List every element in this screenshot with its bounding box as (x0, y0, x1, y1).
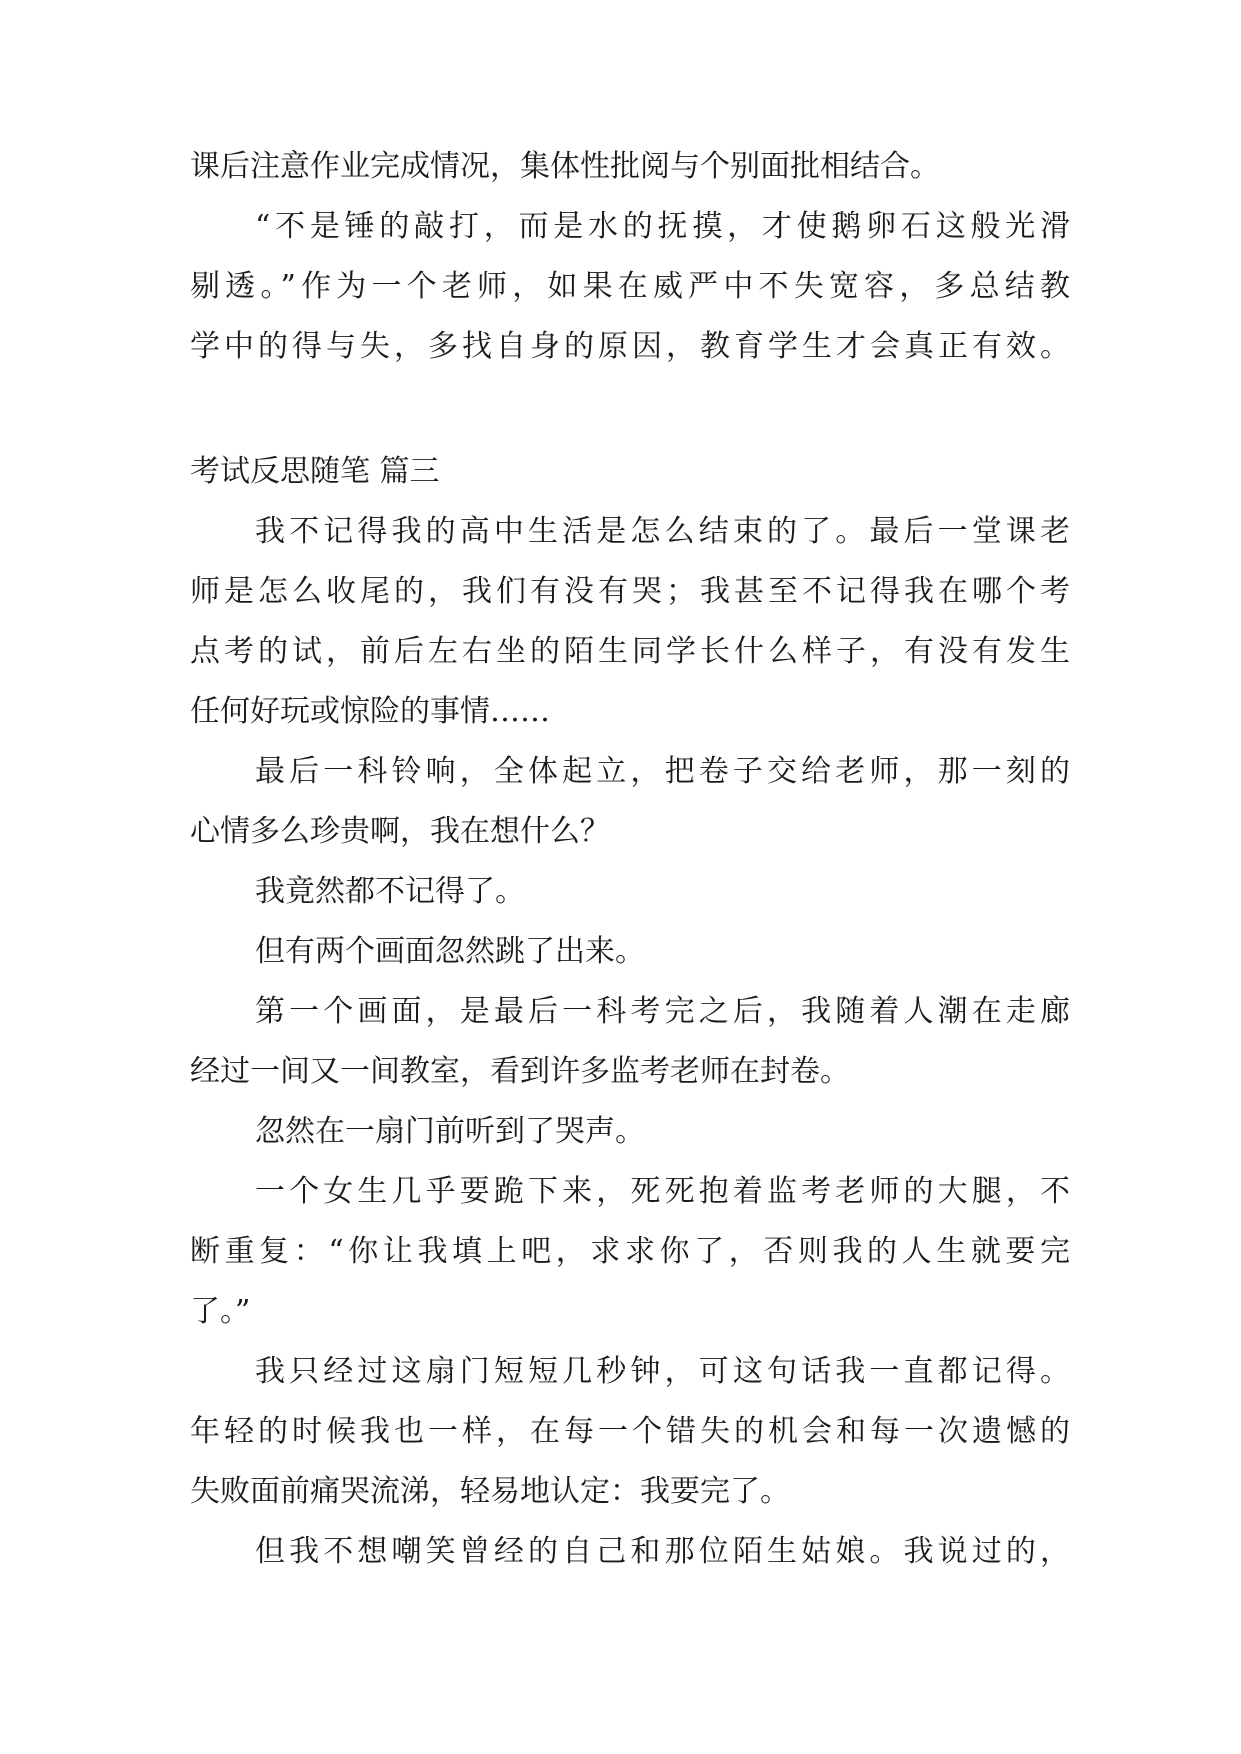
text-line: 剔透。”作为一个老师，如果在威严中不失宽容，多总结教 (190, 269, 1070, 304)
text-line: 点考的试，前后左右坐的陌生同学长什么样子，有没有发生 (190, 634, 1070, 669)
text-line: 师是怎么收尾的，我们有没有哭；我甚至不记得我在哪个考 (190, 574, 1070, 609)
text-line: “不是锤的敲打，而是水的抚摸，才使鹅卵石这般光滑 (255, 209, 1070, 244)
text-line: 一个女生几乎要跪下来，死死抱着监考老师的大腿，不 (255, 1174, 1070, 1209)
text-line: 但我不想嘲笑曾经的自己和那位陌生姑娘。我说过的， (255, 1534, 1070, 1569)
text-line: 经过一间又一间教室，看到许多监考老师在封卷。 (190, 1054, 850, 1089)
text-line: 但有两个画面忽然跳了出来。 (255, 934, 645, 969)
text-line: 心情多么珍贵啊，我在想什么？ (190, 814, 610, 849)
text-line: 最后一科铃响，全体起立，把卷子交给老师，那一刻的 (255, 754, 1070, 789)
text-line: 任何好玩或惊险的事情…… (190, 694, 550, 729)
section-heading: 考试反思随笔 篇三 (190, 454, 440, 489)
text-line: 忽然在一扇门前听到了哭声。 (255, 1114, 645, 1149)
text-line: 断重复：“你让我填上吧，求求你了，否则我的人生就要完 (190, 1234, 1070, 1269)
text-line: 我只经过这扇门短短几秒钟，可这句话我一直都记得。 (255, 1354, 1070, 1389)
text-line: 了。” (190, 1294, 251, 1329)
text-line: 课后注意作业完成情况，集体性批阅与个别面批相结合。 (190, 149, 940, 184)
text-line: 失败面前痛哭流涕，轻易地认定：我要完了。 (190, 1474, 790, 1509)
text-line: 学中的得与失，多找自身的原因，教育学生才会真正有效。 (190, 329, 1070, 364)
text-line: 我不记得我的高中生活是怎么结束的了。最后一堂课老 (255, 514, 1070, 549)
text-line: 我竟然都不记得了。 (255, 874, 525, 909)
text-line: 第一个画面，是最后一科考完之后，我随着人潮在走廊 (255, 994, 1070, 1029)
text-line: 年轻的时候我也一样，在每一个错失的机会和每一次遗憾的 (190, 1414, 1070, 1449)
